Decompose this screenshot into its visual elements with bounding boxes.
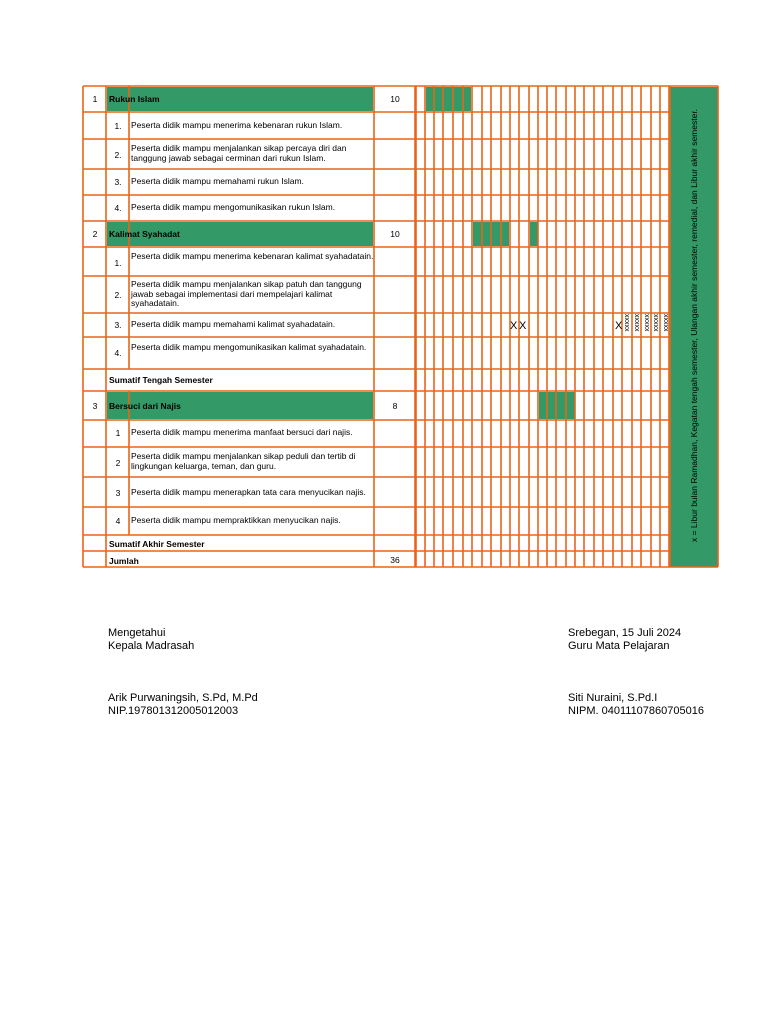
sumatif-tengah-label: Sumatif Tengah Semester <box>109 375 213 385</box>
xxxxx-mark: xxxxx <box>663 314 670 332</box>
right-signature-id: NIPM. 04011107860705016 <box>568 705 704 717</box>
objective-text: Peserta didik mampu menerima kebenaran kalimat syahadatain. <box>131 251 374 261</box>
unit-title: Rukun Islam <box>109 94 160 104</box>
objective-number: 1. <box>114 121 122 131</box>
week-fill <box>426 87 471 111</box>
objective-number: 3. <box>114 177 122 187</box>
left-signature-name: Arik Purwaningsih, S.Pd, M.Pd <box>108 692 258 704</box>
objective-number: 2. <box>114 150 122 160</box>
objective-text: Peserta didik mampu mempraktikkan menyucikan najis. <box>131 515 341 525</box>
unit-title: Kalimat Syahadat <box>109 229 180 239</box>
objective-text: Peserta didik mampu mengomunikasikan kalimat syahadatain. <box>131 342 367 352</box>
objective-number: 3 <box>115 488 121 498</box>
objective-text: Peserta didik mampu memahami rukun Islam. <box>131 176 304 186</box>
right-signature-name: Siti Nuraini, S.Pd.I <box>568 692 658 704</box>
unit-number: 2 <box>92 229 98 239</box>
xxxxx-mark: xxxxx <box>644 314 651 332</box>
week-fill <box>530 222 538 246</box>
left-signature-line2: Kepala Madrasah <box>108 640 195 652</box>
objective-number: 4 <box>115 516 121 526</box>
sumatif-akhir-label: Sumatif Akhir Semester <box>109 539 205 549</box>
objective-text: Peserta didik mampu menjalankan sikap percaya diri dan tanggung jawab sebagai cerminan dari rukun Islam. <box>131 143 347 163</box>
jumlah-value: 36 <box>390 555 400 565</box>
xxxxx-mark: xxxxx <box>624 314 631 332</box>
unit-hours: 8 <box>392 401 398 411</box>
right-signature-line2: Guru Mata Pelajaran <box>568 640 670 652</box>
x-mark: X <box>510 320 518 332</box>
jumlah-label: Jumlah <box>109 556 139 566</box>
week-fill <box>539 392 575 419</box>
objective-number: 4. <box>114 348 122 358</box>
objective-number: 1 <box>115 428 121 438</box>
objective-number: 2 <box>115 458 121 468</box>
unit-number: 3 <box>92 401 98 411</box>
unit-title: Bersuci dari Najis <box>109 401 181 411</box>
objective-number: 2. <box>114 290 122 300</box>
objective-text: Peserta didik mampu menerima kebenaran rukun Islam. <box>131 120 343 130</box>
objective-text: Peserta didik mampu menerapkan tata cara menyucikan najis. <box>131 487 366 497</box>
objective-number: 1. <box>114 258 122 268</box>
x-mark: X <box>615 320 623 332</box>
left-signature-id: NIP.197801312005012003 <box>108 705 239 717</box>
right-signature-line1: Srebegan, 15 Juli 2024 <box>568 627 682 639</box>
objective-text: Peserta didik mampu mengomunikasikan rukun Islam. <box>131 202 336 212</box>
objective-number: 3. <box>114 320 122 330</box>
xxxxx-mark: xxxxx <box>634 314 641 332</box>
objective-text: Peserta didik mampu menjalankan sikap patuh dan tanggung jawab sebagai implementasi dari mempelajari kalimat syahadatain. <box>131 279 362 308</box>
left-signature-line1: Mengetahui <box>108 627 166 639</box>
unit-hours: 10 <box>390 229 400 239</box>
xxxxx-mark: xxxxx <box>653 314 660 332</box>
x-mark: X <box>519 320 527 332</box>
unit-number: 1 <box>92 94 98 104</box>
objective-text: Peserta didik mampu memahami kalimat syahadatain. <box>131 319 336 329</box>
objective-number: 4. <box>114 203 122 213</box>
objective-text: Peserta didik mampu menerima manfaat bersuci dari najis. <box>131 427 353 437</box>
objective-text: Peserta didik mampu menjalankan sikap peduli dan tertib di lingkungan keluarga, teman, dan guru. <box>131 451 356 471</box>
legend-text: x = Libur bulan Ramadhan, Kegatan tengah semester, Ulangan akhir semester, remedial, dan Libur akhir semester. <box>689 108 699 542</box>
unit-hours: 10 <box>390 94 400 104</box>
